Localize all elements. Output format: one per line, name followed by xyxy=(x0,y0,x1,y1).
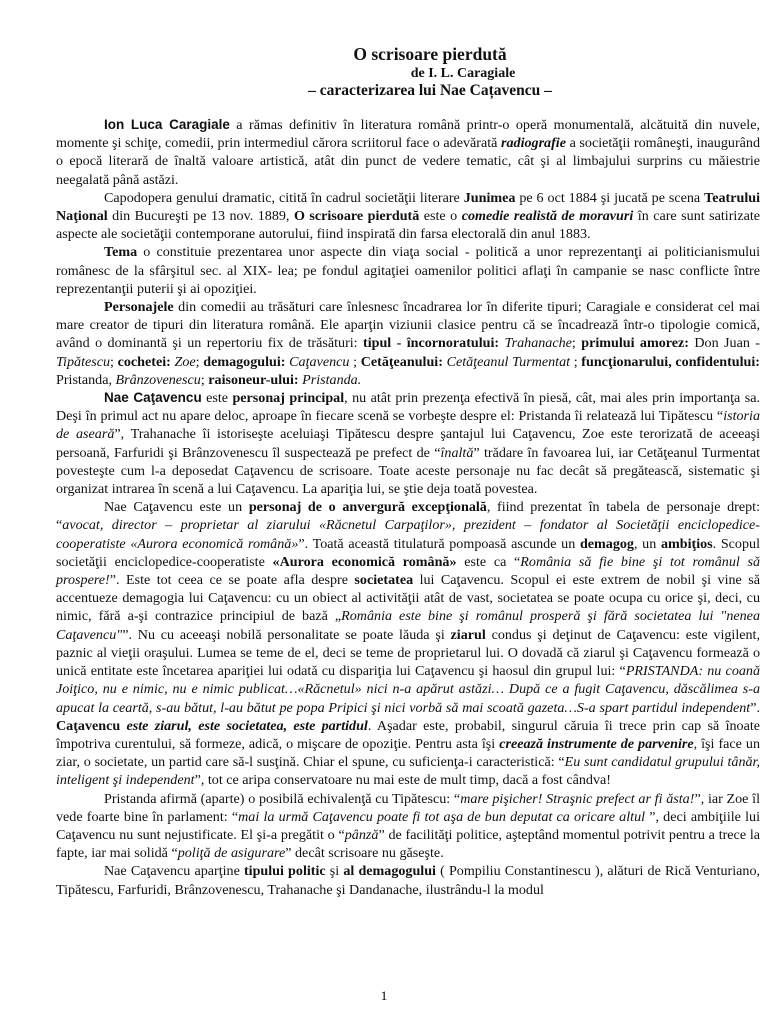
paragraph-protagonist xyxy=(56,389,760,498)
emphasis-italic: Caţavencu xyxy=(289,353,350,370)
text-span: Pristanda, xyxy=(56,371,116,388)
emphasis-bold: personaj de o anvergură excepţională xyxy=(248,499,487,516)
emphasis-bold: personaj principal xyxy=(232,390,345,407)
text-span: Nae Caţavencu este un xyxy=(104,499,249,516)
text-span: Pristanda afirmă (aparte) o posibilă echivalenţă cu Tipătescu: “ xyxy=(104,790,461,807)
text-span: în care sunt satirizate aspecte ale societăţii contemporane autorului, fiind inspirată din farsa electorală din anul 1883. xyxy=(56,208,761,243)
emphasis-bold: cochetei: xyxy=(117,353,171,370)
text-span: ; xyxy=(195,353,204,370)
paragraph-masterpiece xyxy=(56,189,760,244)
text-span: ” de facilităţi politice, aşteptând momentul potrivit pentru a trece la fapte, iar mai solidă “ xyxy=(56,826,760,862)
text-span: , îşi face un ziar, o societate, un partid care să-l susţină. Chiar el spune, cu suficienţa-i caracteristică: “ xyxy=(56,735,760,771)
text-span: ”. Nu cu aceeaşi nobilă personalitate se poate lăuda şi xyxy=(122,626,451,643)
character-name: Nae Caţavencu xyxy=(104,390,202,406)
emphasis-bold: ziarul xyxy=(450,626,486,643)
emphasis-italic: poliţă de asigurare xyxy=(177,845,286,862)
emphasis-italic: Tipătescu xyxy=(56,353,111,370)
text-span: din Bucureşti pe 13 nov. 1889, xyxy=(107,208,294,225)
text-span: şi xyxy=(325,863,344,880)
paragraph-exceptional-character xyxy=(56,498,760,789)
text-span: , un xyxy=(633,535,661,552)
emphasis-italic: România este bine şi românul prosperă şi fără societatea lui "nenea Caţavencu" xyxy=(56,608,760,643)
emphasis-italic: mai la urmă Caţavencu poate fi tot aşa de bun deputat ca oricare altul xyxy=(238,808,646,825)
emphasis-italic: Zoe xyxy=(174,353,196,370)
text-span: a rămas definitiv în literatura română printr-o operă monumentală, alcătuită din nuvele, momente şi schiţe, comedii, prin intermediul cărora scriitorul face o adevărată xyxy=(56,117,760,152)
text-span: . Scopul societăţii enciclopedice-cooperatiste xyxy=(56,535,760,570)
text-span: ; xyxy=(571,335,582,352)
text-span: ”. Toată această titulatură pompoasă ascunde un xyxy=(298,535,580,552)
emphasis-italic: istoria de aseară xyxy=(56,408,760,443)
text-span: pe 6 oct 1884 şi jucată pe scena xyxy=(515,189,705,206)
text-span: o constituie prezentarea unor aspecte din viaţa social - politică a unor reprezentanţi ai politicianismului românesc de la sfârşitul sec. al XIX- lea; pe fondul agitaţiei oamenilor politici aflaţi în campanie se nasc conflicte între reprezentanţii puterii şi ai opoziţiei. xyxy=(56,244,760,297)
emphasis-italic: pânză xyxy=(344,826,379,843)
emphasis-bold: Junimea xyxy=(463,189,516,206)
emphasis-bold: ambiţios xyxy=(660,535,713,552)
document-body xyxy=(56,44,760,899)
emphasis-bold: funcţionarului, confidentului: xyxy=(581,353,760,370)
emphasis-bold: demagogului: xyxy=(203,353,286,370)
text-span: . Aşadar este, probabil, singurul căruia îi trece prin cap să înoate împotriva curentului, să formeze, adică, o mişcare de opoziţie. Pentru asta îşi xyxy=(56,717,761,752)
emphasis-italic: Pristanda. xyxy=(302,371,362,388)
emphasis-bold: «Aurora economică română» xyxy=(272,553,457,570)
text-span: Nae Caţavencu aparţine xyxy=(104,863,244,880)
paragraph-theme xyxy=(56,243,760,298)
text-span: ” trădare în favoarea lui, iar Cetăţeanul Turmentat povesteşte cum l-a deposedat Caţavencu de scrisoare. Toate aceste personaje nu fac decât să pregătească, sistematic şi organizat intrarea în scenă a lui Caţavencu. La apariţia lui, se ştie deja toată povestea. xyxy=(56,444,760,498)
text-span: ”, Trahanache îi istoriseşte aceluiaşi Tipătescu despre şantajul lui Caţavencu, Zoe este terorizată de aceeaşi persoană, Farfuridi şi Brânzovenescu îl suspectează pe prefect de “ xyxy=(56,426,760,461)
text-span: ; xyxy=(110,353,118,370)
emphasis-italic: Trahanache xyxy=(504,335,572,352)
emphasis-italic: România să fie bine şi tot românul să prospere! xyxy=(56,553,761,589)
emphasis-bold-italic: comedie realistă de moravuri xyxy=(461,208,634,225)
text-span: din comedii au trăsături care înlesnesc încadrarea lor în diferite tipuri; Caragiale e considerat cel mai mare creator de tipuri din literatura română. Ele aparţin viziunii clasice pentru că se încadrează într-o tipologie comică, având o dominantă şi un repertoriu fix de trăsături: xyxy=(56,299,760,352)
text-span: , nu atât prin prezenţa efectivă în piesă, cât, mai ales prin importanţa sa. Deşi în primul act nu apare deloc, aproape în fiecare scenă se vorbeşte despre el: Pristanda îi relatează lui Tipătescu “ xyxy=(56,390,760,425)
paragraph-intro xyxy=(56,116,760,189)
text-span: ”, deci ambiţiile lui Caţavencu nu sunt nejustificate. El şi-a pregătit o “ xyxy=(56,808,760,843)
emphasis-italic: Cetăţeanul Turmentat xyxy=(446,353,571,370)
emphasis-bold: Cetăţeanului: xyxy=(360,353,443,370)
emphasis-italic: Eu sunt candidatul grupului tânăr, inteligent şi independent xyxy=(56,754,760,789)
emphasis-bold-italic: creează instrumente de parvenire xyxy=(499,735,694,752)
text-span: este o xyxy=(419,208,462,225)
paragraph-characters xyxy=(56,298,760,389)
emphasis-bold: primului amorez: xyxy=(581,335,689,352)
emphasis-bold: demagog xyxy=(579,535,634,552)
document-author: de I. L. Caragiale xyxy=(410,66,516,81)
text-span: Don Juan - xyxy=(688,335,760,352)
text-span: ( Pompiliu Constantinescu ), alături de Rică Venturiano, Tipătescu, Farfuridi, Brânzovenescu, Trahanache şi Dandanache, ilustrându-l la modul xyxy=(56,863,761,898)
emphasis-bold: O scrisoare pierdută xyxy=(293,208,420,225)
text-span: ; xyxy=(349,353,361,370)
emphasis-italic: mare pişicher! Straşnic prefect ar fi ăsta! xyxy=(460,790,695,807)
emphasis-bold: raisoneur-ului: xyxy=(208,371,299,388)
emphasis-italic: Brânzovenescu xyxy=(115,371,201,388)
text-span: ”, tot ce aripa conservatoare nu mai este de mult timp, dacă a fost cândva! xyxy=(194,772,611,789)
text-span: ”. xyxy=(750,699,760,716)
document-title: O scrisoare pierdută xyxy=(353,44,507,64)
text-span: lui Caţavencu. Scopul ei este extrem de nobil şi vine să accentueze demagogia lui Caţavencu: cu un obiect al activităţii atât de vast, societatea se poate ocupa cu orice şi, deci, cu nimic, fără a-şi contrazice principiul de bază „ xyxy=(56,572,760,625)
text-span: , fiind prezentat în tabela de personaje drept: “ xyxy=(56,499,760,534)
text-span: ”, iar Zoe îl vede foarte bine în parlament: “ xyxy=(56,790,760,825)
text-span: ”. Este tot ceea ce se poate afla despre xyxy=(109,572,355,589)
document-subtitle: – caracterizarea lui Nae Cațavencu – xyxy=(308,82,552,99)
emphasis-bold: societatea xyxy=(354,572,414,589)
text-span: ; xyxy=(200,371,209,388)
text-span: este xyxy=(201,390,233,407)
emphasis-bold: Personajele xyxy=(104,299,174,316)
emphasis-bold: tipului politic xyxy=(243,863,326,880)
paragraph-ambitions xyxy=(56,790,760,863)
emphasis-italic: înaltă xyxy=(440,444,474,461)
text-span: condus şi deţinut de Caţavencu: este vigilent, paznic al vieţii oraşului. Lumea se teme de el, deci se teme de proprietarul lui. O dovadă că ziarul şi Caţavencu formează o unică entitate este încetarea apariţiei lui odată cu dispariţia lui Caţavencu şi haosul din grupul lui: “ xyxy=(56,626,760,680)
text-span: Capodopera genului dramatic, citită în cadrul societăţii literare xyxy=(104,189,464,206)
text-span: ; xyxy=(570,353,582,370)
emphasis-bold: Tema xyxy=(104,244,138,261)
emphasis-bold-italic: radiografie xyxy=(500,135,566,152)
emphasis-bold: Caţavencu xyxy=(56,717,121,734)
emphasis-italic: avocat, director – proprietar al ziarului «Răcnetul Carpaţilor», prezident – fondator al Societăţii enciclopedice-cooperatiste «Aurora economică română» xyxy=(56,517,760,552)
emphasis-italic: PRISTANDA: nu coană Joiţico, nu e nimic, nu e nimic publicat…«Răcnetul» nici n-a apărut astăzi… După ce a fugit Caţavencu, dăscălimea s-a apucat la ceartă, s-au bătut, l-au bătut pe popa Pripici şi nici vorbă să mai scoată gazeta…S-a spart partidul independent xyxy=(56,663,761,716)
page-number: 1 xyxy=(380,988,388,1003)
text-span: este ca “ xyxy=(456,553,521,570)
paragraph-political-type xyxy=(56,862,760,898)
emphasis-bold: al demagogului xyxy=(343,863,436,880)
emphasis-bold: Teatrului Naţional xyxy=(56,189,760,225)
author-name: Ion Luca Caragiale xyxy=(104,117,230,132)
emphasis-bold-italic: este ziarul, este societatea, este partidul xyxy=(126,717,368,734)
emphasis-bold: tipul - încornoratului: xyxy=(363,335,500,352)
text-span: ” decât scrisoare nu găseşte. xyxy=(285,845,444,862)
text-span: a societăţii româneşti, inaugurând o epocă literară de înaltă valoare artistică, atât din punct de vedere tematic, cât şi al limbajului surprins cu măiestrie neegalată până astăzi. xyxy=(56,135,760,188)
